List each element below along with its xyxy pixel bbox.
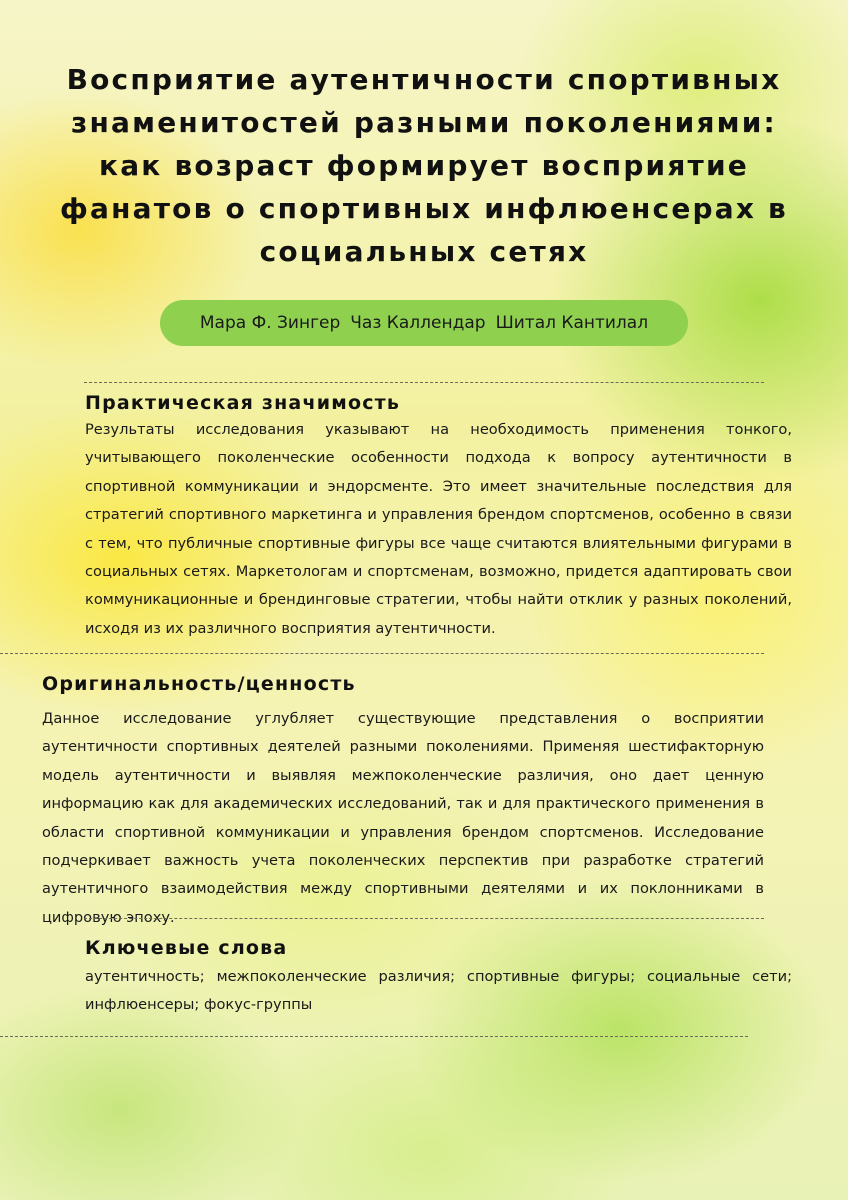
section-divider <box>84 918 764 919</box>
section-divider <box>0 653 764 654</box>
paper-title: Восприятие аутентичности спортивных знаменитостей разными поколениями: как возраст формирует восприятие фанатов о спортивных инфлюенсерах в социальных сетях <box>60 63 788 268</box>
section-divider <box>84 382 764 383</box>
section-text-practical: Результаты исследования указывают на необходимость применения тонкого, учитывающего поколенческие особенности подхода к вопросу аутентичности в спортивной коммуникации и эндорсменте. Это имеет значительные последствия для стратегий спортивного маркетинга и управления брендом спортсменов, особенно в связи с тем, что публичные спортивные фигуры все чаще считаются влиятельными фигурами в социальных сетях. Маркетологам и спортсменам, возможно, придется адаптировать свои коммуникационные и брендинговые стратегии, чтобы найти отклик у разных поколений, исходя из их различного восприятия аутентичности. <box>85 421 792 637</box>
section-heading-keywords: Ключевые слова <box>85 937 288 959</box>
author-name: Чаз Каллендар <box>350 313 486 333</box>
section-text-originality: Данное исследование углубляет существующие представления о восприятии аутентичности спортивных деятелей разными поколениями. Применяя шестифакторную модель аутентичности и выявляя межпоколенческие различия, оно дает ценную информацию как для академических исследований, так и для практического применения в области спортивной коммуникации и управления брендом спортсменов. Исследование подчеркивает важность учета поколенческих перспектив при разработке стратегий аутентичного взаимодействия между спортивными деятелями и их поклонниками в цифровую эпоху. <box>42 710 764 926</box>
keywords-text: аутентичность; межпоколенческие различия; спортивные фигуры; социальные сети; инфлюенсеры; фокус-группы <box>85 968 792 1014</box>
section-divider <box>0 1036 748 1037</box>
author-name: Шитал Кантилал <box>495 313 649 333</box>
authors-bar <box>160 300 688 346</box>
section-heading-practical: Практическая значимость <box>85 392 401 414</box>
author-name: Мара Ф. Зингер <box>199 313 341 333</box>
section-heading-originality: Оригинальность/ценность <box>42 673 356 695</box>
